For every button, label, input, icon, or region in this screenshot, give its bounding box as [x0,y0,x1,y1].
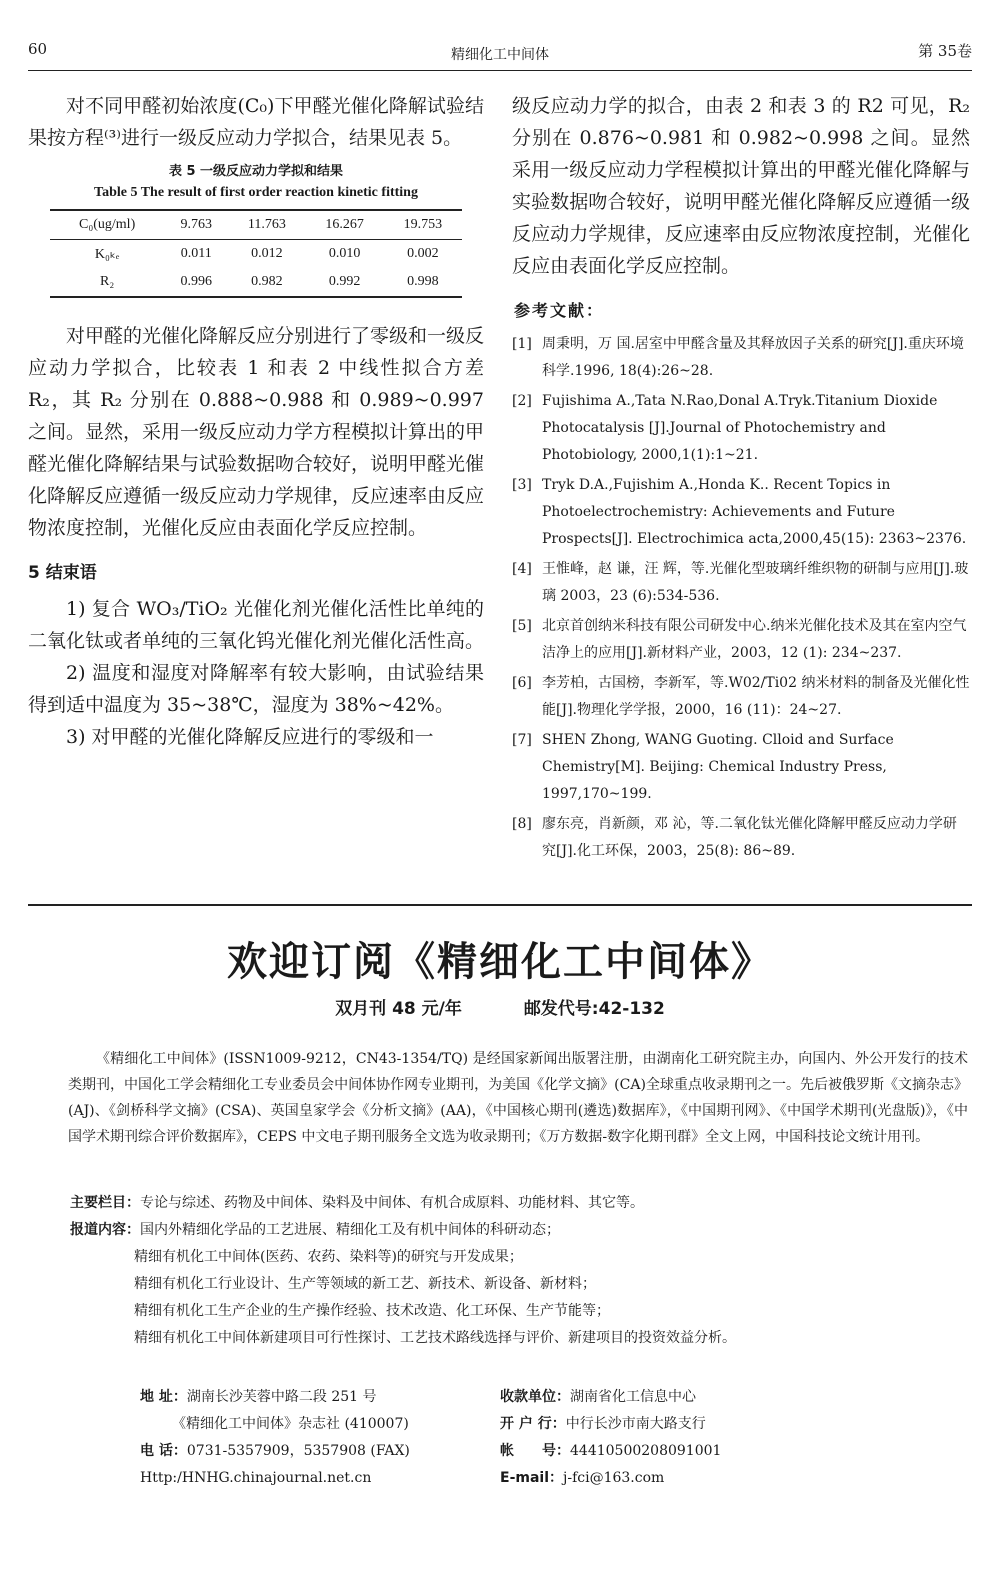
reference-number: [3] [512,477,532,493]
price-label: 双月刊 48 元/年 [335,999,462,1019]
address-label: 地 址： [140,1389,187,1405]
address-line-1: 湖南长沙芙蓉中路二段 251 号 [186,1389,377,1405]
reference-text: Tryk D.A.,Fujishim A.,Honda K.. Recent Topics in Photoelectrochemistry: Achievements and Future Prospects[J]. Electrochimica acta,2000,45(15): 2363~2376. [542,477,967,547]
reference-item [512,670,970,724]
reference-item [512,556,970,610]
left-paragraph-1: 对不同甲醛初始浓度(C₀)下甲醛光催化降解试验结果按方程⁽³⁾进行一级反应动力学拟合，结果见表 5。 [28,95,484,149]
main-columns-label: 主要栏目： [70,1195,140,1211]
volume-label: 第 35卷 [918,42,972,60]
table-cell: 9.763 [164,210,228,240]
reference-text: Fujishima A.,Tata N.Rao,Donal A.Tryk.Titanium Dioxide Photocatalysis [J].Journal of Photochemistry and Photobiology, 2000,1(1):1~21. [542,393,938,463]
table-cell: C₀(ug/ml) [50,210,164,240]
main-columns-text: 专论与综述、药物及中间体、染料及中间体、有机合成原料、功能材料、其它等。 [140,1195,644,1211]
subscription-subtitle [0,994,1000,1019]
conclusion-1: 1) 复合 WO₃/TiO₂ 光催化剂光催化活性比单纯的二氧化钛或者单纯的三氧化钨光催化剂光催化活性高。 [28,598,485,652]
reference-item [512,811,970,865]
reference-number: [4] [512,561,532,577]
table-row [50,240,462,269]
references-heading: 参考文献： [514,301,605,320]
coverage-item: 精细有机化工行业设计、生产等领域的新工艺、新技术、新设备、新材料； [134,1276,596,1292]
reference-item [512,613,970,667]
reference-list [512,331,970,865]
table-cell: 0.011 [180,246,212,261]
table-cell: 0.998 [384,268,462,297]
coverage-item: 精细有机化工生产企业的生产操作经验、技术改造、化工环保、生产节能等； [134,1303,610,1319]
website-link[interactable]: Http:/HNHG.chinajournal.net.cn [140,1470,372,1486]
contact-left [140,1384,480,1492]
reference-number: [1] [512,336,532,352]
reference-text: 北京首创纳米科技有限公司研发中心.纳米光催化技术及其在室内空气洁净上的应用[J].新材料产业，2003，12 (1): 234~237. [542,618,967,661]
reference-item [512,331,970,385]
right-paragraph-1: 级反应动力学的拟合，由表 2 和表 3 的 R2 可见，R₂ 分别在 0.876~0.981 和 0.982~0.998 之间。显然采用一级反应动力学程模拟计算出的甲醛光催化降解与实验数据吻合较好，说明甲醛光催化降解反应遵循一级反应动力学规律，反应速率由反应物浓度控制，光催化反应由表面化学反应控制。 [512,95,970,277]
journal-columns [70,1190,970,1352]
reference-text: 廖东亮，肖新颜，邓 沁，等.二氧化钛光催化降解甲醛反应动力学研究[J].化工环保，2003，25(8): 86~89. [542,816,957,859]
table-cell: K₀ₖₑ [94,246,120,262]
table-cell: 16.267 [305,210,383,240]
left-column [28,90,484,753]
table-row [50,268,462,297]
coverage-item: 国内外精细化学品的工艺进展、精细化工及有机中间体的科研动态； [140,1222,560,1238]
section-divider [28,904,972,906]
table-caption-en: Table 5 The result of first order reaction kinetic fitting [94,185,418,200]
kinetic-table [50,209,462,298]
table-cell: 0.992 [305,268,383,297]
table-caption-cn: 表 5 一级反应动力学拟和结果 [168,164,344,179]
reference-number: [2] [512,393,532,409]
email-link[interactable]: j-fci@163.com [563,1470,665,1486]
reference-number: [6] [512,675,532,691]
reference-item [512,727,970,808]
section-heading: 5 结束语 [28,563,97,583]
conclusion-2: 2) 温度和湿度对降解率有较大影响，由试验结果得到适中温度为 35~38℃，湿度为 38%~42%。 [28,662,484,716]
contact-right [500,1384,920,1492]
table-row [50,210,462,240]
table-cell: 0.012 [251,246,283,261]
address-line-2: 《精细化工中间体》杂志社 (410007) [172,1416,409,1432]
account-label: 帐 号： [500,1443,570,1459]
journal-title: 精细化工中间体 [451,47,549,63]
account-value: 44410500208091001 [570,1443,722,1459]
reference-number: [8] [512,816,532,832]
phone-number: 0731-5357909，5357908 (FAX) [186,1443,410,1459]
coverage-item: 精细有机化工中间体(医药、农药、染料等)的研究与开发成果； [134,1249,523,1265]
reference-text: SHEN Zhong, WANG Guoting. Clloid and Surface Chemistry[M]. Beijing: Chemical Industry Press, 1997,170~199. [542,732,894,802]
reference-item [512,388,970,469]
payee-value: 湖南省化工信息中心 [570,1389,696,1405]
left-paragraph-2: 对甲醛的光催化降解反应分别进行了零级和一级反应动力学拟合，比较表 1 和表 2 中线性拟合方差 R₂，其 R₂ 分别在 0.888~0.988 和 0.989~0.997 之间。显然，采用一级反应动力学方程模拟计算出的甲醛光催化降解结果与试验数据吻合较好，说明甲醛光催化降解反应遵循一级反应动力学规律，反应速率由反应物浓度控制，光催化反应由表面化学反应控制。 [28,325,485,539]
reference-number: [7] [512,732,532,748]
table-cell: 0.002 [407,246,439,261]
journal-description: 《精细化工中间体》(ISSN1009-9212，CN43-1354/TQ) 是经国家新闻出版署注册，由湖南化工研究院主办，向国内、外公开发行的技术类期刊，中国化工学会精细化工专业委员会中间体协作网专业期刊，为美国《化学文摘》(CA)全球重点收录期刊之一。先后被俄罗斯《文摘杂志》(AJ)、《剑桥科学文摘》(CSA)、英国皇家学会《分析文摘》(AA)，《中国核心期刊(遴选)数据库》，《中国期刊网》、《中国学术期刊(光盘版)》，《中国学术期刊综合评价数据库》，CEPS 中文电子期刊服务全文选为收录期刊；《万方数据-数字化期刊群》全文上网，中国科技论文统计用刊。 [68,1051,968,1145]
reference-text: 周秉明，万 国.居室中甲醛含量及其释放因子关系的研究[J].重庆环境科学.1996, 18(4):26~28. [542,336,964,379]
phone-label: 电 话： [140,1443,187,1459]
page-header [28,36,972,71]
conclusion-3: 3) 对甲醛的光催化降解反应进行的零级和一 [66,726,434,748]
table-cell: R₂ [50,268,164,297]
reference-item [512,472,970,553]
table-cell: 0.996 [164,268,228,297]
reference-text: 王惟峰，赵 谦，汪 辉，等.光催化型玻璃纤维织物的研制与应用[J].玻璃 2003，23 (6):534-536. [542,561,969,604]
table-cell: 0.010 [328,246,361,261]
main-columns-line [70,1190,970,1217]
subscription-title: 欢迎订阅《精细化工中间体》 [227,938,773,985]
bank-label: 开 户 行： [500,1416,566,1432]
email-label: E-mail： [500,1470,564,1486]
table-cell: 11.763 [228,210,305,240]
bank-value: 中行长沙市南大路支行 [565,1416,706,1432]
table-cell: 0.982 [228,268,305,297]
coverage-line [70,1217,970,1244]
coverage-item: 精细有机化工中间体新建项目可行性探讨、工艺技术路线选择与评价、新建项目的投资效益分析。 [134,1330,736,1346]
coverage-label: 报道内容： [70,1222,140,1238]
payee-label: 收款单位： [500,1389,570,1405]
reference-number: [5] [512,618,532,634]
postal-code-label: 邮发代号:42-132 [523,999,665,1019]
table-cell: 19.753 [384,210,462,240]
reference-text: 李芳柏，古国榜，李新军，等.W02/Ti02 纳米材料的制备及光催化性能[J].物理化学学报，2000，16 (11)：24~27. [542,675,970,718]
page-number: 60 [28,40,48,58]
right-column [512,90,970,868]
